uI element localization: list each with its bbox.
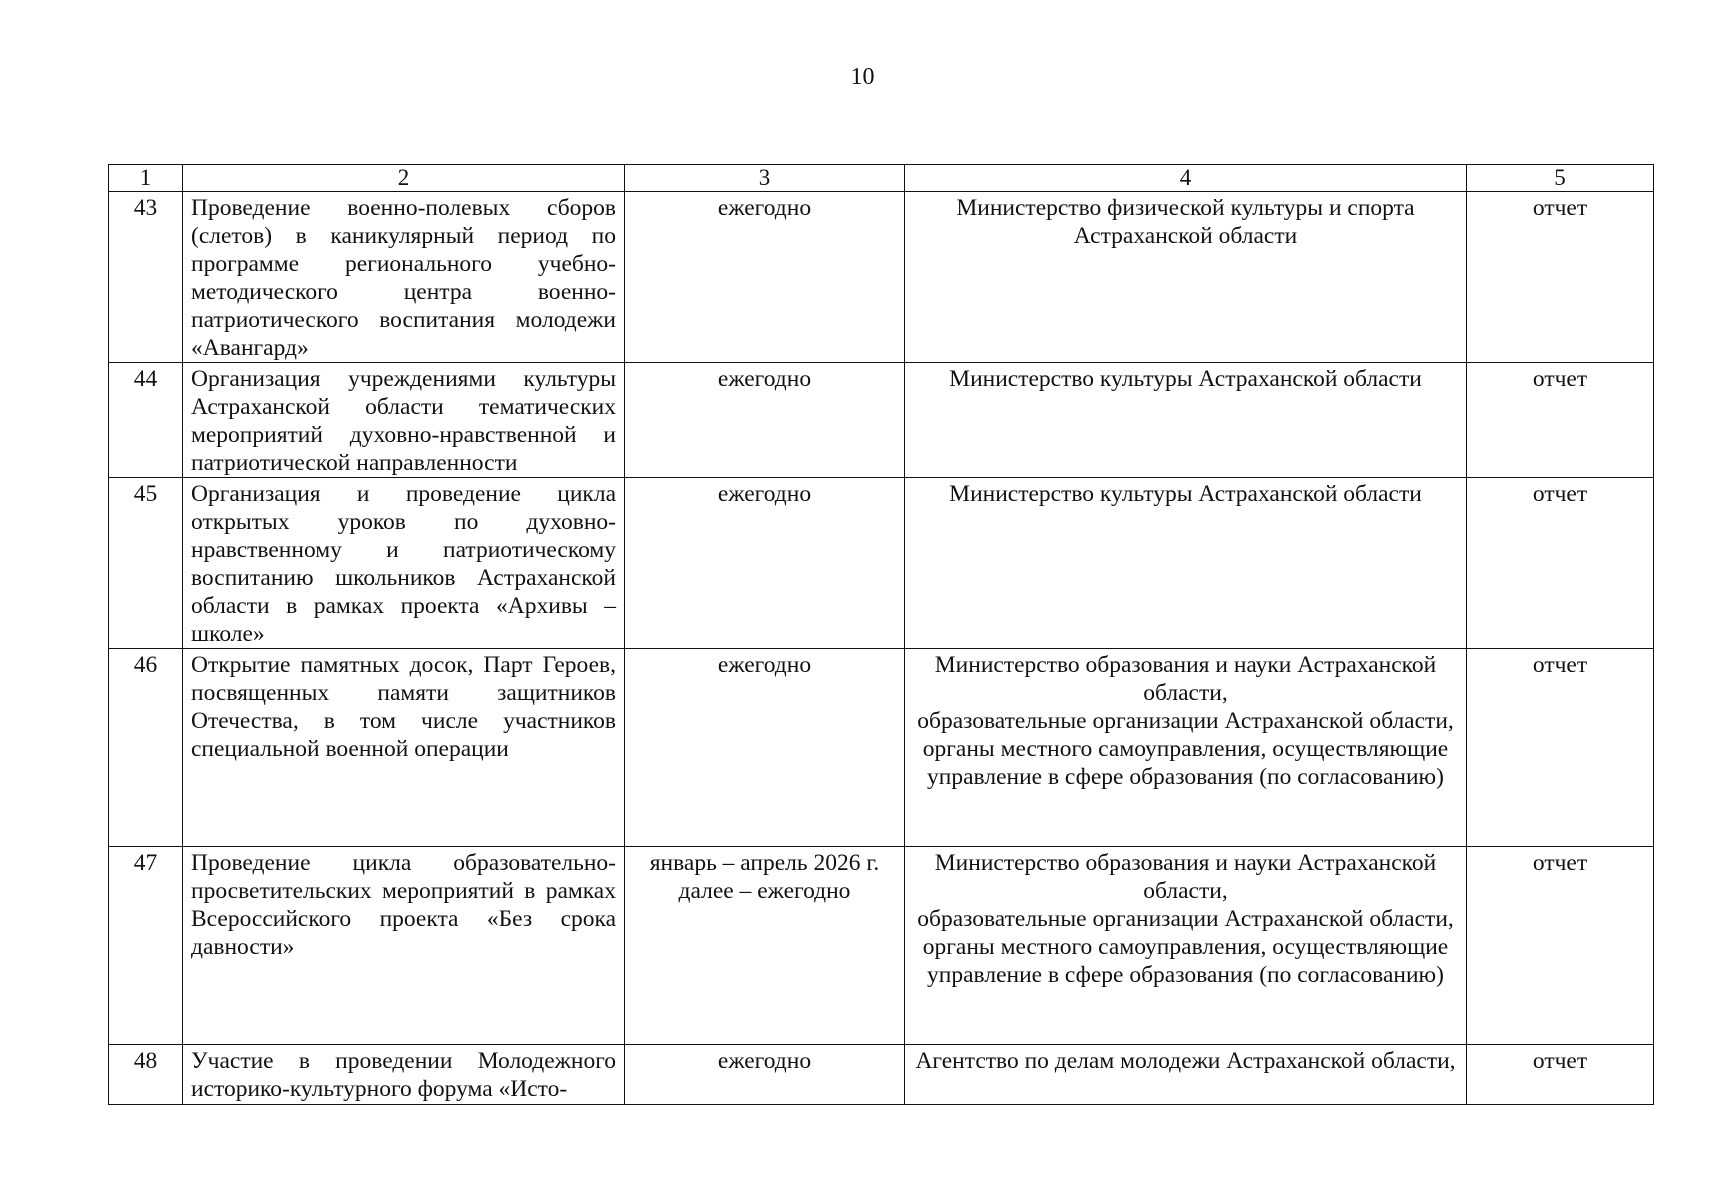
event-result: отчет bbox=[1467, 1045, 1654, 1105]
event-term: ежегодно bbox=[625, 478, 905, 649]
event-term: январь – апрель 2026 г. далее – ежегодно bbox=[625, 847, 905, 1045]
event-description: Проведение цикла образовательно-просветительских мероприятий в рамках Всероссийского проекта «Без срока давности» bbox=[183, 847, 625, 1045]
event-term: ежегодно bbox=[625, 649, 905, 847]
header-col-4: 4 bbox=[905, 165, 1467, 192]
header-col-2: 2 bbox=[183, 165, 625, 192]
row-number: 45 bbox=[109, 478, 183, 649]
row-number: 47 bbox=[109, 847, 183, 1045]
table-row bbox=[109, 649, 1654, 847]
executor: Министерство культуры Астраханской области bbox=[949, 366, 1422, 392]
event-description: Открытие памятных досок, Парт Героев, посвященных памяти защитников Отечества, в том числе участников специальной военной операции bbox=[183, 649, 625, 847]
executor: Агентство по делам молодежи Астраханской области, bbox=[915, 1048, 1456, 1074]
event-description: Организация и проведение цикла открытых уроков по духовно-нравственному и патриотическому воспитанию школьников Астраханской области в рамках проекта «Архивы – школе» bbox=[183, 478, 625, 649]
event-executors bbox=[905, 649, 1467, 847]
row-number: 43 bbox=[109, 192, 183, 363]
event-executors bbox=[905, 847, 1467, 1045]
event-result: отчет bbox=[1467, 478, 1654, 649]
page-number: 10 bbox=[850, 64, 875, 90]
event-term: ежегодно bbox=[625, 192, 905, 363]
event-term: ежегодно bbox=[625, 1045, 905, 1105]
executor: органы местного самоуправления, осуществляющие управление в сфере образования (по согласованию) bbox=[922, 736, 1449, 790]
header-col-3: 3 bbox=[625, 165, 905, 192]
table-row bbox=[109, 847, 1654, 1045]
executor: Министерство культуры Астраханской области bbox=[949, 481, 1422, 507]
table-row bbox=[109, 478, 1654, 649]
executor: образовательные организации Астраханской области, bbox=[917, 906, 1454, 932]
event-term: ежегодно bbox=[625, 363, 905, 478]
event-result: отчет bbox=[1467, 363, 1654, 478]
event-result: отчет bbox=[1467, 847, 1654, 1045]
event-executors bbox=[905, 478, 1467, 649]
event-executors bbox=[905, 363, 1467, 478]
executor: образовательные организации Астраханской области, bbox=[917, 708, 1454, 734]
event-result: отчет bbox=[1467, 649, 1654, 847]
event-description: Участие в проведении Молодежного историко-культурного форума «Исто- bbox=[183, 1045, 625, 1105]
executor: Министерство образования и науки Астраханской области, bbox=[934, 850, 1437, 904]
event-description: Организация учреждениями культуры Астраханской области тематических мероприятий духовно-нравственной и патриотической направленности bbox=[183, 363, 625, 478]
table-row bbox=[109, 363, 1654, 478]
row-number: 44 bbox=[109, 363, 183, 478]
executor: Министерство образования и науки Астраханской области, bbox=[934, 652, 1437, 706]
event-executors bbox=[905, 192, 1467, 363]
header-col-5: 5 bbox=[1467, 165, 1654, 192]
table-row bbox=[109, 192, 1654, 363]
row-number: 46 bbox=[109, 649, 183, 847]
header-row bbox=[109, 165, 1654, 192]
table-row bbox=[109, 1045, 1654, 1105]
event-executors bbox=[905, 1045, 1467, 1105]
event-description: Проведение военно-полевых сборов (слетов) в каникулярный период по программе регионального учебно-методического центра военно-патриотического воспитания молодежи «Авангард» bbox=[183, 192, 625, 363]
row-number: 48 bbox=[109, 1045, 183, 1105]
executor: Министерство физической культуры и спорта Астраханской области bbox=[956, 195, 1415, 249]
header-col-1: 1 bbox=[109, 165, 183, 192]
plan-table bbox=[108, 164, 1654, 1105]
event-result: отчет bbox=[1467, 192, 1654, 363]
executor: органы местного самоуправления, осуществляющие управление в сфере образования (по согласованию) bbox=[922, 934, 1449, 988]
